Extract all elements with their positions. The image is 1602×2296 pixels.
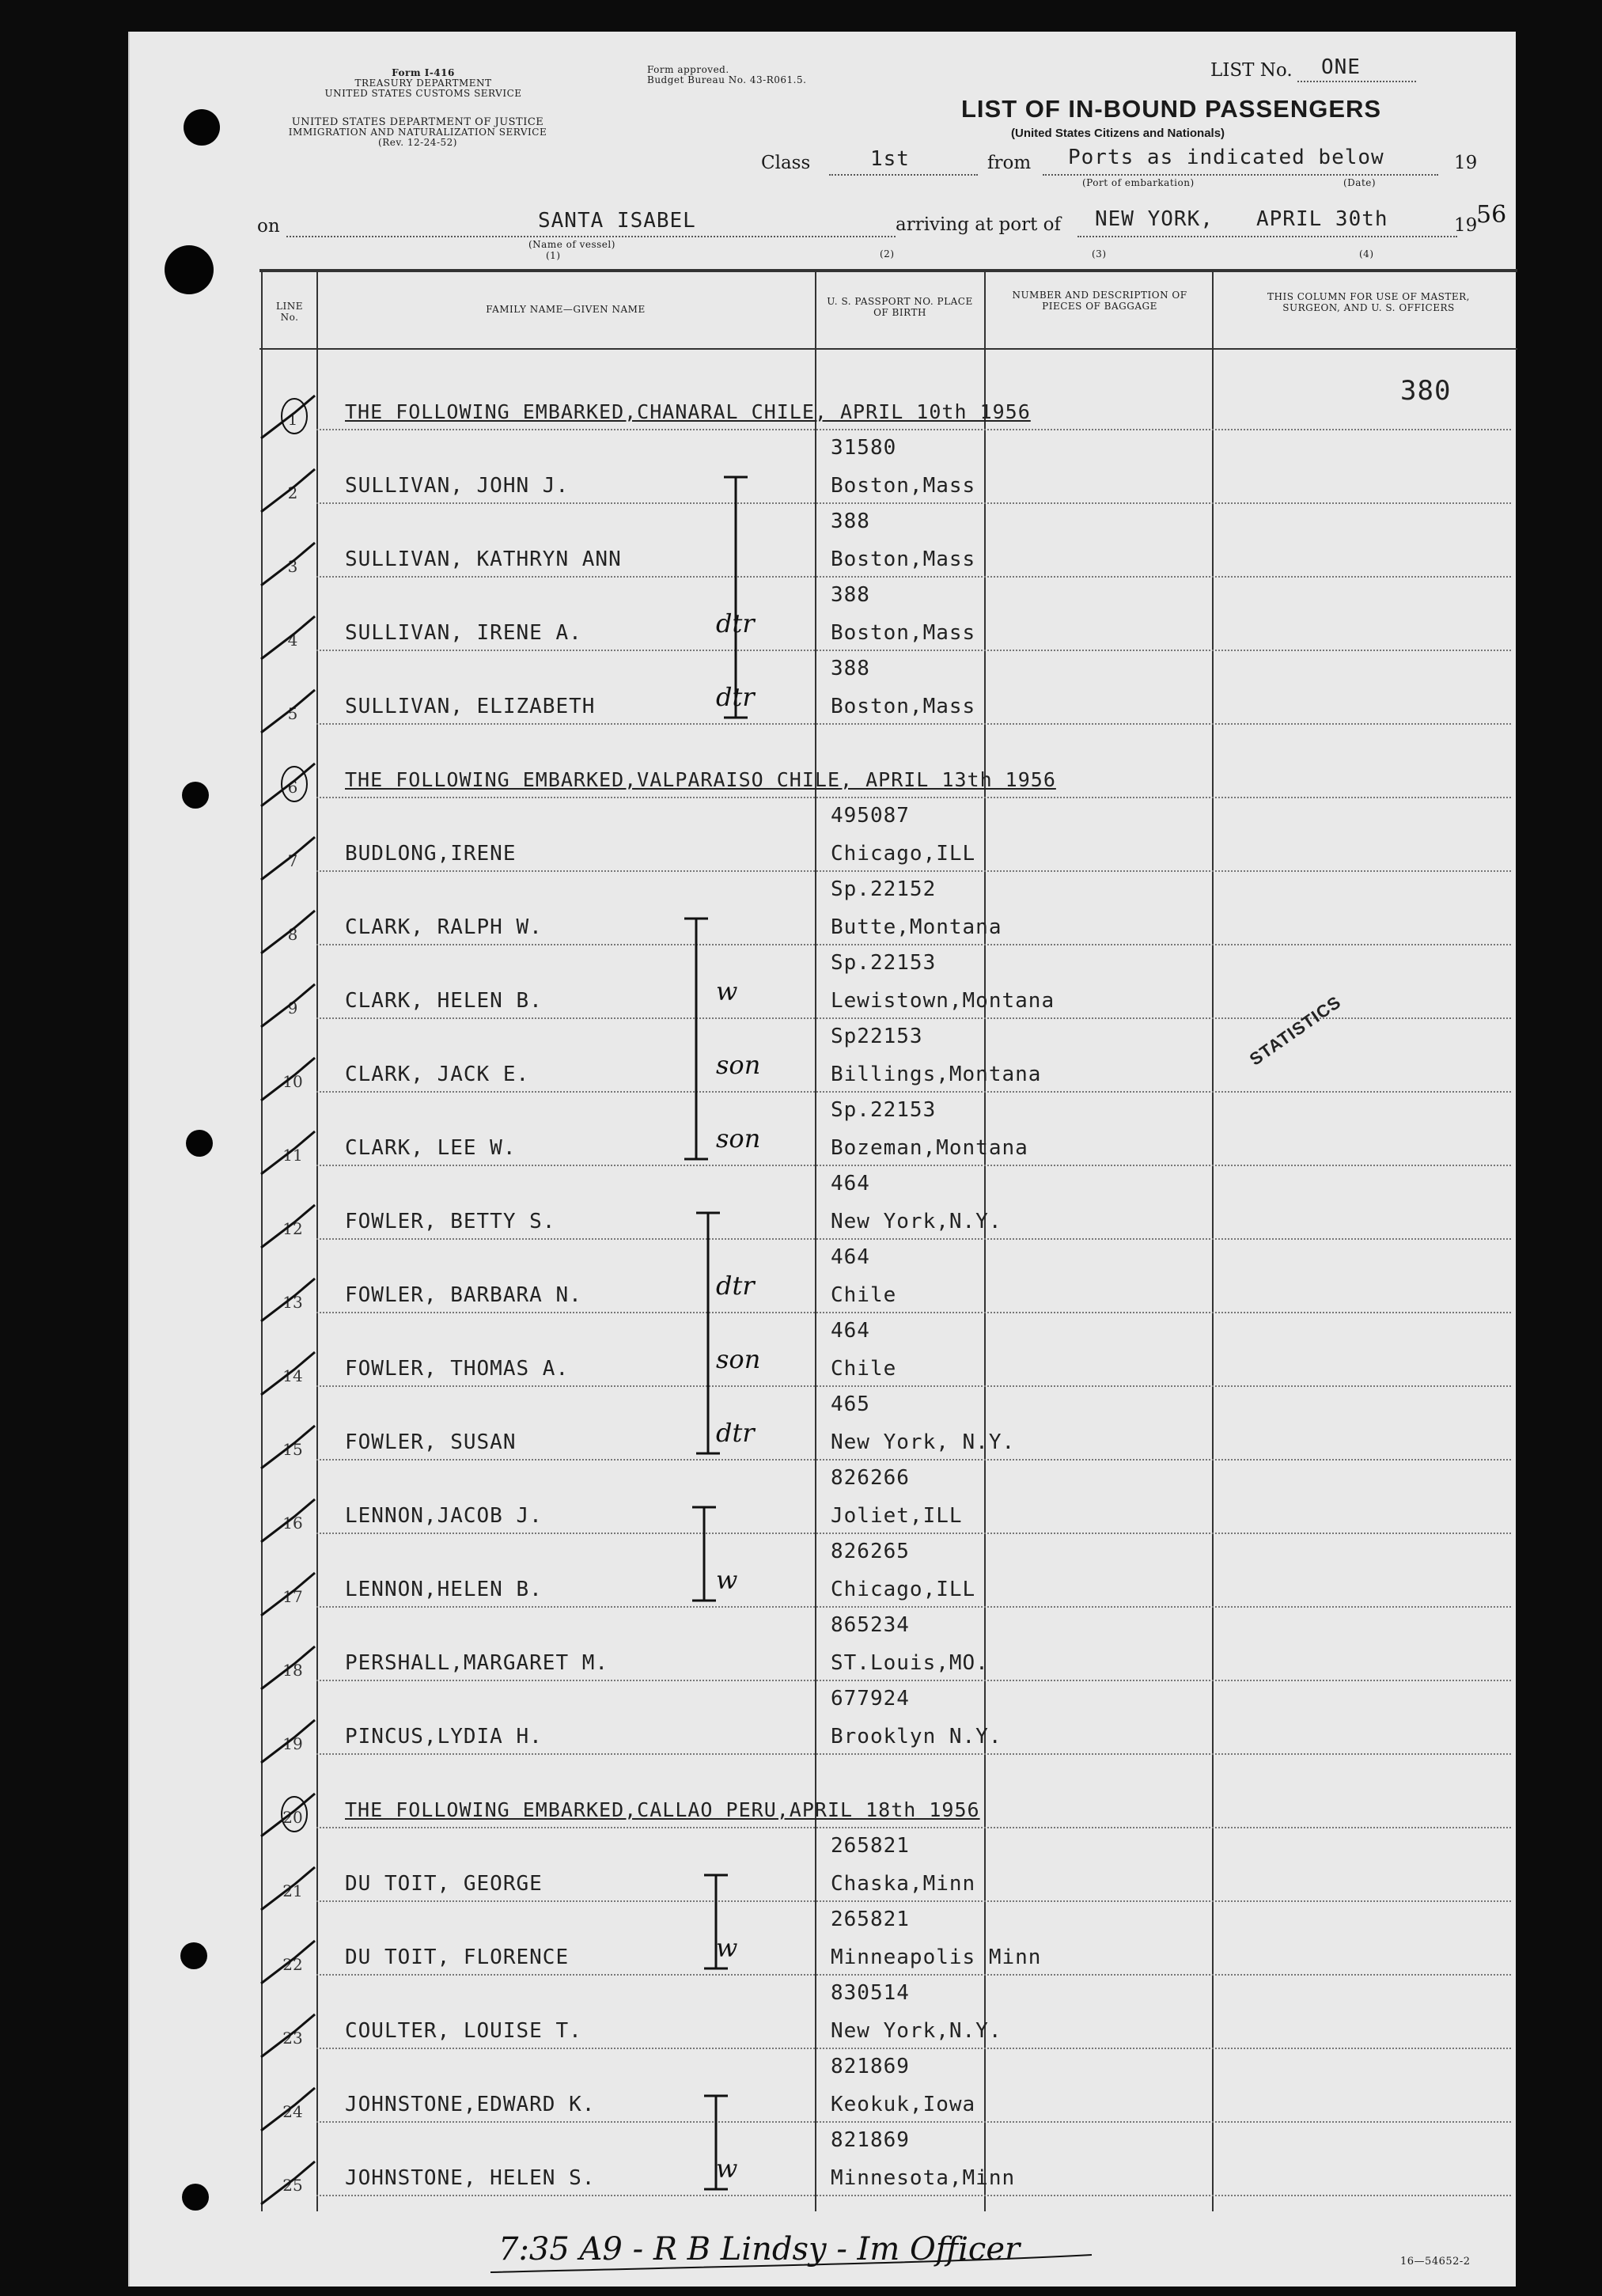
passport-number: 821869 <box>831 2128 910 2152</box>
from-value: Ports as indicated below <box>1068 146 1384 169</box>
check-mark <box>261 469 315 512</box>
passport-number: 465 <box>831 1392 870 1416</box>
circled-line-number <box>282 399 307 434</box>
line-number: 1 <box>287 410 298 429</box>
birthplace: New York,N.Y. <box>831 2019 1002 2043</box>
relationship-note: w <box>716 976 738 1006</box>
from-label: from <box>987 153 1032 173</box>
col-num-2: (2) <box>880 248 895 260</box>
col-header-officers: THIS COLUMN FOR USE OF MASTER, SURGEON, AND U. S. OFFICERS <box>1267 291 1470 313</box>
check-mark <box>261 837 315 880</box>
family-bracket <box>696 1213 720 1453</box>
relationship-note: dtr <box>716 608 755 638</box>
check-mark <box>261 1426 315 1468</box>
line-number: 20 <box>282 1808 303 1827</box>
birthplace: Boston,Mass <box>831 547 976 571</box>
passenger-name: DU TOIT, GEORGE <box>345 1872 543 1896</box>
arrival-year-prefix: 19 <box>1454 215 1478 236</box>
vessel-value: SANTA ISABEL <box>538 209 696 233</box>
line-number: 25 <box>282 2176 303 2195</box>
relationship-note: dtr <box>716 682 755 712</box>
check-mark <box>261 1867 315 1910</box>
passport-number: 265821 <box>831 1908 910 1931</box>
line-number: 7 <box>287 851 298 870</box>
port-embarkation-caption: (Port of embarkation) <box>1082 177 1195 188</box>
birthplace: Butte,Montana <box>831 915 1002 939</box>
passenger-name: FOWLER, BARBARA N. <box>345 1283 582 1307</box>
passenger-name: CLARK, JACK E. <box>345 1063 530 1086</box>
check-mark <box>261 2161 315 2204</box>
relationship-note: w <box>716 1565 738 1595</box>
passport-number: Sp.22153 <box>831 1098 937 1122</box>
line-number: 22 <box>282 1955 303 1974</box>
col-header-name: FAMILY NAME—GIVEN NAME <box>486 304 646 315</box>
passenger-name: BUDLONG,IRENE <box>345 842 517 866</box>
check-mark <box>261 1499 315 1542</box>
line-number: 15 <box>282 1440 303 1459</box>
family-bracket <box>692 1507 716 1601</box>
family-bracket <box>704 2096 728 2189</box>
arriving-label: arriving at port of <box>896 214 1061 235</box>
rev-label: (Rev. 12-24-52) <box>378 137 457 148</box>
check-mark <box>261 690 315 733</box>
relationship-note: son <box>716 1344 761 1374</box>
family-bracket <box>684 919 708 1159</box>
birthplace: Minneapolis Minn <box>831 1946 1042 1969</box>
passport-number: 31580 <box>831 436 897 460</box>
birthplace: Lewistown,Montana <box>831 989 1055 1013</box>
arrival-date: APRIL 30th <box>1256 207 1388 231</box>
treasury-label: TREASURY DEPARTMENT <box>354 78 492 89</box>
passenger-name: SULLIVAN, KATHRYN ANN <box>345 547 622 571</box>
passenger-name: LENNON,HELEN B. <box>345 1578 543 1601</box>
circled-line-number <box>282 1797 307 1832</box>
line-number: 24 <box>282 2102 303 2121</box>
line-number: 17 <box>282 1587 303 1606</box>
passenger-name: SULLIVAN, JOHN J. <box>345 474 570 498</box>
passport-number: 826265 <box>831 1540 910 1563</box>
col-num-3: (3) <box>1092 248 1107 260</box>
passenger-name: COULTER, LOUISE T. <box>345 2019 582 2043</box>
line-number: 16 <box>282 1514 303 1533</box>
family-bracket <box>724 477 748 718</box>
birthplace: New York, N.Y. <box>831 1430 1016 1454</box>
passport-number: 821869 <box>831 2055 910 2078</box>
document-subtitle: (United States Citizens and Nationals) <box>1011 127 1225 140</box>
check-mark <box>261 543 315 585</box>
line-number: 6 <box>287 778 298 797</box>
relationship-note: son <box>716 1123 761 1154</box>
passport-number: 464 <box>831 1172 870 1195</box>
passenger-name: FOWLER, THOMAS A. <box>345 1357 570 1381</box>
passenger-name: LENNON,JACOB J. <box>345 1504 543 1528</box>
check-mark <box>261 1058 315 1101</box>
birthplace: Bozeman,Montana <box>831 1136 1028 1160</box>
embarkation-heading: THE FOLLOWING EMBARKED,CHANARAL CHILE, APRIL 10th 1956 <box>345 400 1031 423</box>
class-label: Class <box>761 153 811 173</box>
date-caption: (Date) <box>1343 177 1377 188</box>
birthplace: Chile <box>831 1283 897 1307</box>
check-mark <box>261 1352 315 1395</box>
col-header-baggage: NUMBER AND DESCRIPTION OF PIECES OF BAGGAGE <box>1012 290 1187 312</box>
passenger-name: CLARK, HELEN B. <box>345 989 543 1013</box>
signature-stroke <box>490 2255 1092 2272</box>
check-mark <box>261 1131 315 1174</box>
budget-label: Budget Bureau No. 43-R061.5. <box>647 74 807 85</box>
birthplace: Chile <box>831 1357 897 1381</box>
passenger-name: PERSHALL,MARGARET M. <box>345 1651 609 1675</box>
birthplace: Joliet,ILL <box>831 1504 963 1528</box>
birthplace: Minnesota,Minn <box>831 2166 1016 2190</box>
relationship-note: dtr <box>716 1418 755 1448</box>
line-number: 3 <box>287 557 298 576</box>
passport-number: 388 <box>831 657 870 680</box>
birthplace: Chaska,Minn <box>831 1872 976 1896</box>
officer-total: 380 <box>1400 375 1452 407</box>
birthplace: Chicago,ILL <box>831 842 976 866</box>
line-number: 2 <box>287 483 298 502</box>
embarkation-heading: THE FOLLOWING EMBARKED,CALLAO PERU,APRIL 18th 1956 <box>345 1798 980 1821</box>
line-number: 10 <box>282 1072 303 1091</box>
passenger-name: DU TOIT, FLORENCE <box>345 1946 570 1969</box>
relationship-note: w <box>716 1933 738 1963</box>
check-mark <box>261 1720 315 1763</box>
family-bracket <box>704 1875 728 1968</box>
line-number: 19 <box>282 1734 303 1753</box>
birthplace: Boston,Mass <box>831 621 976 645</box>
col-header-line-no: LINE No. <box>276 301 303 323</box>
passenger-name: SULLIVAN, ELIZABETH <box>345 695 596 718</box>
line-number: 4 <box>287 631 298 650</box>
circled-line-number <box>282 767 307 801</box>
passenger-name: FOWLER, SUSAN <box>345 1430 517 1454</box>
check-mark <box>261 1205 315 1248</box>
passenger-name: JOHNSTONE,EDWARD K. <box>345 2093 596 2116</box>
arrival-year-suffix: 56 <box>1476 201 1507 229</box>
passenger-name: SULLIVAN, IRENE A. <box>345 621 582 645</box>
check-mark <box>261 984 315 1027</box>
passport-number: 265821 <box>831 1834 910 1858</box>
check-mark <box>261 616 315 659</box>
from-year-prefix: 19 <box>1454 153 1478 173</box>
birthplace: New York,N.Y. <box>831 1210 1002 1233</box>
passport-number: Sp.22153 <box>831 951 937 975</box>
document-title: LIST OF IN-BOUND PASSENGERS <box>961 95 1382 123</box>
passport-number: 677924 <box>831 1687 910 1711</box>
form-code: 16—54652-2 <box>1400 2256 1471 2268</box>
check-mark <box>261 2014 315 2057</box>
passenger-name: CLARK, LEE W. <box>345 1136 517 1160</box>
passport-number: Sp22153 <box>831 1025 923 1048</box>
statistics-stamp: STATISTICS <box>1245 991 1345 1070</box>
line-number: 12 <box>282 1219 303 1238</box>
passenger-name: PINCUS,LYDIA H. <box>345 1725 543 1749</box>
line-number: 8 <box>287 925 298 944</box>
line-number: 23 <box>282 2029 303 2048</box>
birthplace: Brooklyn N.Y. <box>831 1725 1002 1749</box>
list-no-label: LIST No. <box>1210 60 1293 81</box>
birthplace: Boston,Mass <box>831 695 976 718</box>
line-number: 9 <box>287 998 298 1017</box>
line-number: 13 <box>282 1293 303 1312</box>
check-mark <box>261 911 315 953</box>
check-mark <box>261 2088 315 2131</box>
passport-number: 388 <box>831 583 870 607</box>
col-header-passport: U. S. PASSPORT NO. PLACE OF BIRTH <box>827 296 973 318</box>
passenger-name: FOWLER, BETTY S. <box>345 1210 556 1233</box>
footer-note: 7:35 A9 - R B Lindsy - Im Officer <box>498 2231 1021 2268</box>
embarkation-heading: THE FOLLOWING EMBARKED,VALPARAISO CHILE, APRIL 13th 1956 <box>345 768 1056 791</box>
approved-label: Form approved. <box>647 64 729 75</box>
arrival-port: NEW YORK, <box>1095 207 1214 231</box>
list-no-value: ONE <box>1321 55 1361 79</box>
check-mark <box>261 1573 315 1616</box>
passenger-name: JOHNSTONE, HELEN S. <box>345 2166 596 2190</box>
line-number: 11 <box>282 1146 303 1165</box>
passport-number: 830514 <box>831 1981 910 2005</box>
relationship-note: w <box>716 2154 738 2184</box>
birthplace: ST.Louis,MO. <box>831 1651 989 1675</box>
line-number: 5 <box>287 704 298 723</box>
relationship-note: dtr <box>716 1271 755 1301</box>
birthplace: Keokuk,Iowa <box>831 2093 976 2116</box>
check-mark <box>261 1646 315 1689</box>
on-label: on <box>257 216 280 237</box>
justice-label: UNITED STATES DEPARTMENT OF JUSTICE <box>291 116 544 128</box>
col-num-4: (4) <box>1359 248 1374 260</box>
passport-number: 464 <box>831 1319 870 1343</box>
check-mark <box>261 1279 315 1321</box>
class-value: 1st <box>870 147 910 171</box>
ins-label: IMMIGRATION AND NATURALIZATION SERVICE <box>288 127 547 138</box>
passport-number: 865234 <box>831 1613 910 1637</box>
line-number: 21 <box>282 1881 303 1900</box>
passport-number: 464 <box>831 1245 870 1269</box>
customs-label: UNITED STATES CUSTOMS SERVICE <box>324 88 522 99</box>
form-number: Form I-416 <box>392 67 455 78</box>
passport-number: 388 <box>831 510 870 533</box>
check-mark <box>261 1941 315 1983</box>
passenger-name: CLARK, RALPH W. <box>345 915 543 939</box>
passport-number: 495087 <box>831 804 910 828</box>
birthplace: Chicago,ILL <box>831 1578 976 1601</box>
col-num-1: (1) <box>546 250 561 261</box>
line-number: 14 <box>282 1366 303 1385</box>
passport-number: Sp.22152 <box>831 877 937 901</box>
birthplace: Boston,Mass <box>831 474 976 498</box>
relationship-note: son <box>716 1050 761 1080</box>
vessel-caption: (Name of vessel) <box>528 239 615 250</box>
line-number: 18 <box>282 1661 303 1680</box>
passport-number: 826266 <box>831 1466 910 1490</box>
birthplace: Billings,Montana <box>831 1063 1042 1086</box>
